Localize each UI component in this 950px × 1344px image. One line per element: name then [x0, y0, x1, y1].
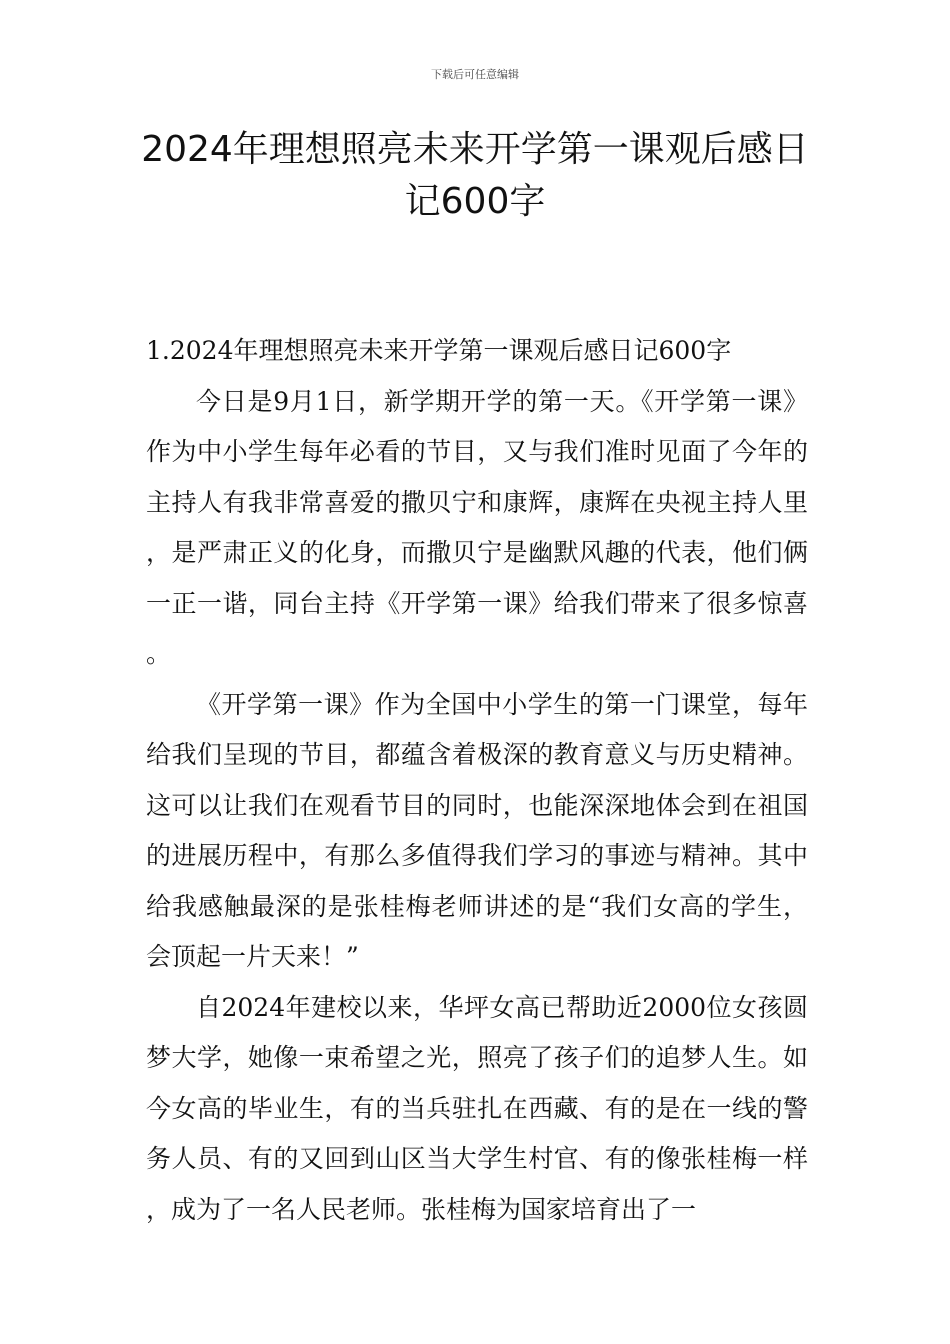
paragraph-2: 《开学第一课》作为全国中小学生的第一门课堂，每年给我们呈现的节目，都蕴含着极深的教育意义与历史精神。这可以让我们在观看节目的同时，也能深深地体会到在祖国的进展历程中，有那么多值得我们学习的事迹与精神。其中给我感触最深的是张桂梅老师讲述的是“我们女高的学生，会顶起一片天来！”: [146, 689, 808, 971]
section-heading: 1.2024年理想照亮未来开学第一课观后感日记600字: [146, 336, 732, 365]
paragraph-1: 今日是9月1日，新学期开学的第一天。《开学第一课》作为中小学生每年必看的节目，又与我们准时见面了今年的主持人有我非常喜爱的撒贝宁和康辉，康辉在央视主持人里，是严肃正义的化身，而撒贝宁是幽默风趣的代表，他们俩一正一谐，同台主持《开学第一课》给我们带来了很多惊喜。: [146, 386, 808, 668]
document-title: 2024年理想照亮未来开学第一课观后感日记600字: [141, 129, 809, 222]
header-note: 下载后可任意编辑: [431, 68, 519, 81]
paragraph-3: 自2024年建校以来，华坪女高已帮助近2000位女孩圆梦大学，她像一束希望之光，照亮了孩子们的追梦人生。如今女高的毕业生，有的当兵驻扎在西藏、有的是在一线的警务人员、有的又回到山区当大学生村官、有的像张桂梅一样，成为了一名人民老师。张桂梅为国家培育出了一: [146, 992, 808, 1224]
document-body: [146, 326, 808, 1235]
